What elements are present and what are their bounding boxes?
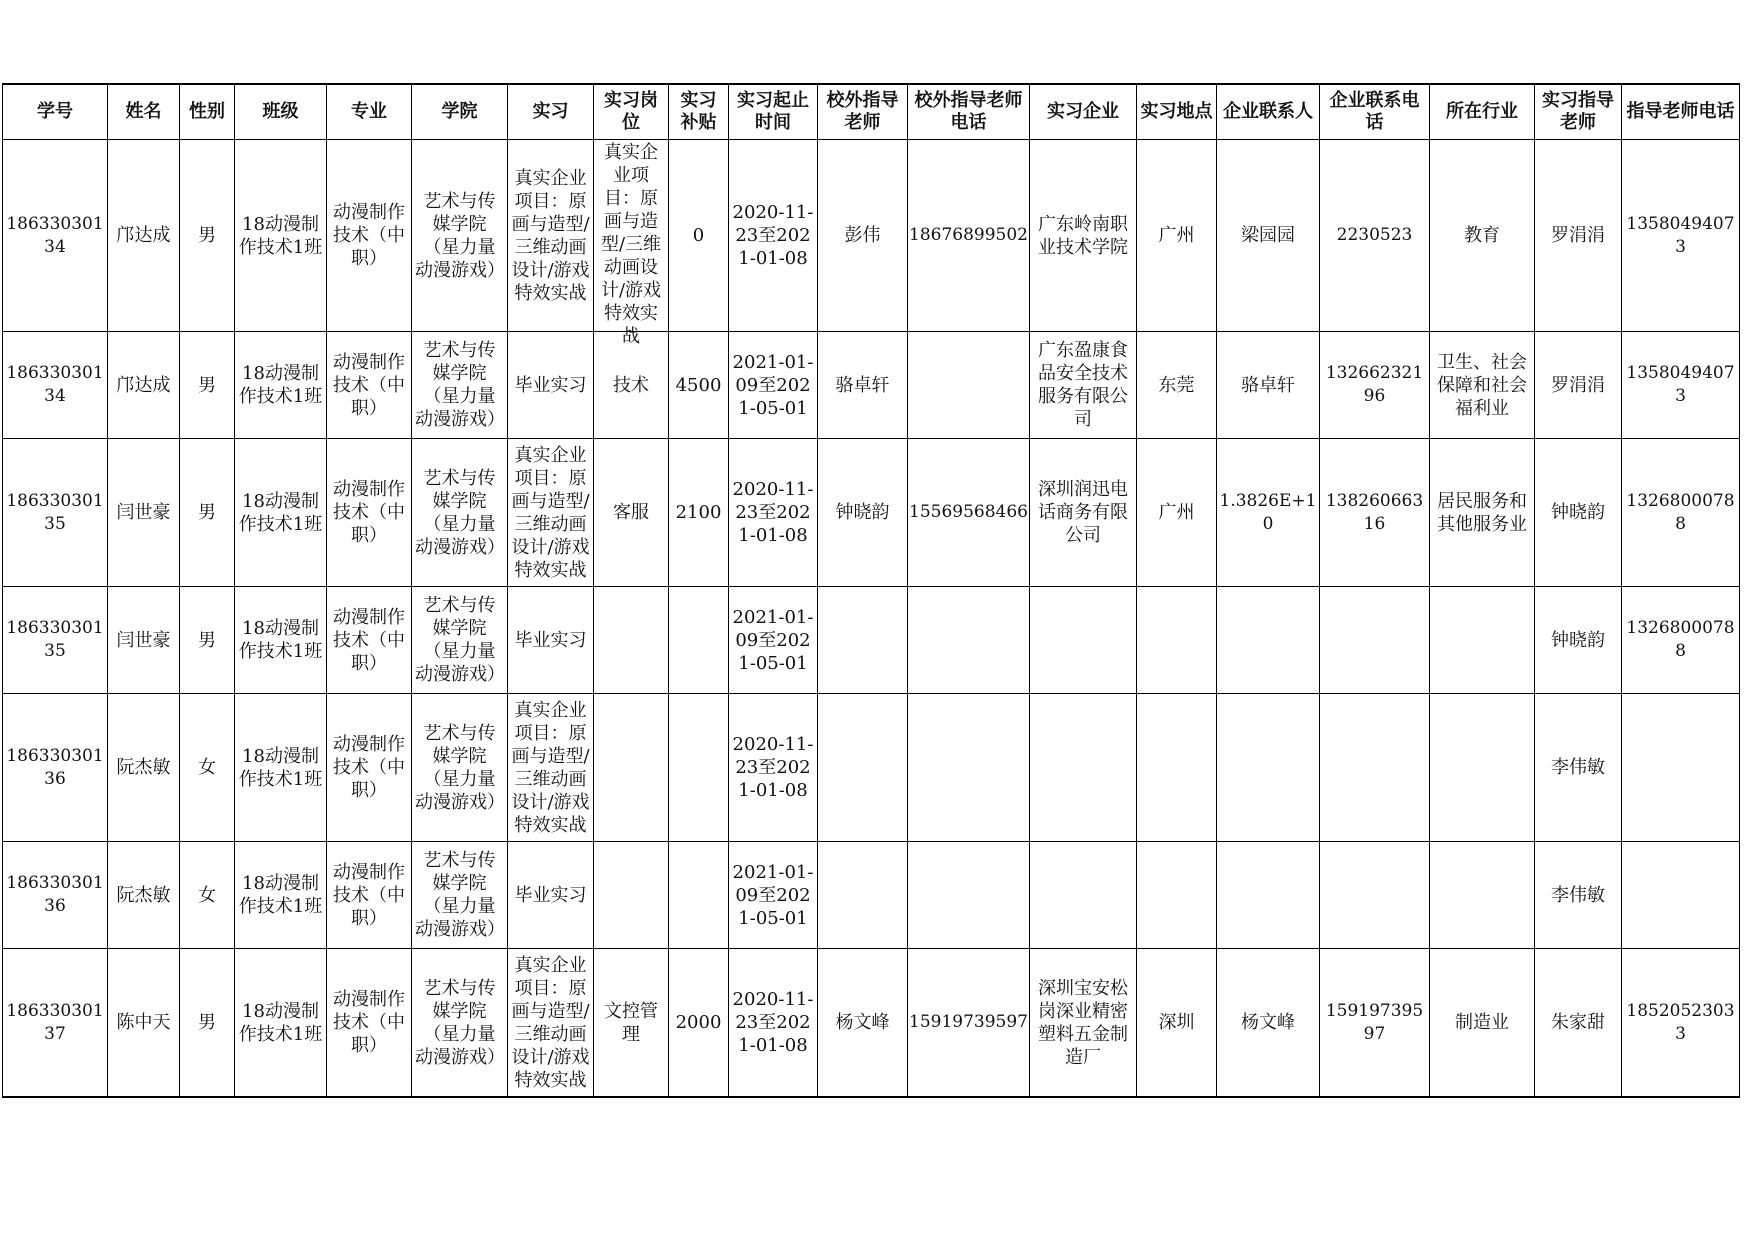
- gender-cell: 女: [180, 842, 235, 949]
- class-cell: [235, 842, 327, 949]
- period-cell: [729, 842, 818, 949]
- company-cell: [1030, 842, 1137, 949]
- company-text: 深圳润迅电话商务有限公司: [1038, 479, 1128, 546]
- major-text: 动漫制作技术（中职）: [333, 479, 405, 546]
- class-cell: [235, 439, 327, 587]
- position-text: 技术: [613, 374, 649, 396]
- college-cell: [412, 949, 508, 1098]
- internship-text: 真实企业项目：原画与造型/三维动画设计/游戏特效实战: [511, 167, 590, 304]
- college-cell: [412, 842, 508, 949]
- industry-cell: [1430, 842, 1535, 949]
- major-cell: [327, 842, 412, 949]
- student-id-cell: 18633030136: [3, 694, 108, 842]
- college-text: 艺术与传媒学院（星力量动漫游戏）: [415, 467, 505, 558]
- location-cell: 东莞: [1137, 332, 1217, 439]
- company-contact-cell: [1217, 587, 1320, 694]
- col-header-college: 学院: [412, 84, 508, 140]
- mentor-cell: 钟晓韵: [1535, 587, 1622, 694]
- college-cell: [412, 587, 508, 694]
- allowance-cell: 4500: [669, 332, 729, 439]
- class-text: 18动漫制作技术1班: [238, 363, 323, 407]
- internship-cell: [508, 694, 594, 842]
- table-row: [3, 439, 1740, 587]
- external-mentor-phone-cell: 18676899502: [908, 140, 1030, 332]
- company-phone-cell: 15919739597: [1320, 949, 1430, 1098]
- col-header-industry: 所在行业: [1430, 84, 1535, 140]
- name-cell: 闫世豪: [108, 439, 180, 587]
- period-text: 2020-11-23至2021-01-08: [732, 734, 814, 801]
- gender-cell: 男: [180, 439, 235, 587]
- industry-cell: [1430, 587, 1535, 694]
- class-text: 18动漫制作技术1班: [238, 745, 323, 790]
- location-cell: 广州: [1137, 439, 1217, 587]
- industry-text: 卫生、社会保障和社会福利业: [1437, 351, 1527, 419]
- gender-cell: 男: [180, 140, 235, 332]
- name-cell: 邝达成: [108, 140, 180, 332]
- company-phone-cell: [1320, 842, 1430, 949]
- period-cell: [729, 140, 818, 332]
- allowance-cell: 0: [669, 140, 729, 332]
- gender-cell: 男: [180, 587, 235, 694]
- student-id-cell: 18633030136: [3, 842, 108, 949]
- external-mentor-phone-cell: [908, 332, 1030, 439]
- name-cell: 阮杰敏: [108, 842, 180, 949]
- mentor-phone-cell: 18520523033: [1622, 949, 1740, 1098]
- period-cell: [729, 949, 818, 1098]
- location-cell: 深圳: [1137, 949, 1217, 1098]
- period-cell: [729, 439, 818, 587]
- table-row: [3, 332, 1740, 439]
- period-text: 2020-11-23至2021-01-08: [732, 989, 814, 1056]
- company-cell: [1030, 140, 1137, 332]
- internship-cell: [508, 587, 594, 694]
- mentor-cell: 罗涓涓: [1535, 332, 1622, 439]
- col-header-company-contact: 企业联系人: [1217, 84, 1320, 140]
- class-text: 18动漫制作技术1班: [238, 1000, 323, 1045]
- company-contact-cell: 1.3826E+10: [1217, 439, 1320, 587]
- major-cell: [327, 587, 412, 694]
- table-row: [3, 949, 1740, 1098]
- company-phone-cell: 13826066316: [1320, 439, 1430, 587]
- major-cell: [327, 694, 412, 842]
- external-mentor-phone-cell: [908, 842, 1030, 949]
- internship-text: 毕业实习: [514, 629, 587, 651]
- external-mentor-cell: [818, 842, 908, 949]
- major-text: 动漫制作技术（中职）: [333, 202, 405, 269]
- col-header-name: 姓名: [108, 84, 180, 140]
- mentor-cell: 罗涓涓: [1535, 140, 1622, 332]
- period-text: 2021-01-09至2021-05-01: [732, 606, 814, 674]
- internship-cell: [508, 332, 594, 439]
- company-cell: [1030, 949, 1137, 1098]
- company-phone-cell: [1320, 587, 1430, 694]
- allowance-cell: [669, 587, 729, 694]
- internship-text: 毕业实习: [514, 884, 587, 906]
- company-cell: [1030, 332, 1137, 439]
- industry-cell: [1430, 694, 1535, 842]
- name-cell: 陈中天: [108, 949, 180, 1098]
- position-text: 文控管理: [604, 1000, 658, 1045]
- gender-cell: 男: [180, 949, 235, 1098]
- major-text: 动漫制作技术（中职）: [333, 606, 405, 674]
- college-text: 艺术与传媒学院（星力量动漫游戏）: [415, 595, 505, 685]
- col-header-location: 实习地点: [1137, 84, 1217, 140]
- col-header-period: 实习起止时间: [729, 84, 818, 140]
- location-cell: 广州: [1137, 140, 1217, 332]
- company-phone-cell: 2230523: [1320, 140, 1430, 332]
- period-text: 2021-01-09至2021-05-01: [732, 351, 814, 419]
- class-cell: [235, 694, 327, 842]
- internship-cell: [508, 439, 594, 587]
- college-text: 艺术与传媒学院（星力量动漫游戏）: [415, 190, 505, 281]
- external-mentor-cell: 杨文峰: [818, 949, 908, 1098]
- industry-text: 教育: [1464, 225, 1500, 246]
- class-text: 18动漫制作技术1班: [238, 490, 323, 535]
- position-cell: [594, 949, 669, 1098]
- company-text: 广东盈康食品安全技术服务有限公司: [1038, 340, 1128, 430]
- company-text: 广东岭南职业技术学院: [1038, 213, 1128, 258]
- gender-cell: 男: [180, 332, 235, 439]
- external-mentor-phone-cell: 15569568466: [908, 439, 1030, 587]
- student-id-cell: 18633030134: [3, 332, 108, 439]
- company-text: 深圳宝安松岗深业精密塑料五金制造厂: [1038, 977, 1128, 1068]
- mentor-phone-cell: 13580494073: [1622, 140, 1740, 332]
- mentor-phone-cell: [1622, 842, 1740, 949]
- class-text: 18动漫制作技术1班: [238, 213, 323, 258]
- gender-cell: 女: [180, 694, 235, 842]
- class-cell: [235, 949, 327, 1098]
- college-text: 艺术与传媒学院（星力量动漫游戏）: [415, 722, 505, 813]
- mentor-cell: 钟晓韵: [1535, 439, 1622, 587]
- location-cell: [1137, 694, 1217, 842]
- college-cell: [412, 439, 508, 587]
- col-header-company: 实习企业: [1030, 84, 1137, 140]
- name-cell: 闫世豪: [108, 587, 180, 694]
- table-row: [3, 140, 1740, 332]
- position-cell: [594, 140, 669, 347]
- industry-text: 居民服务和其他服务业: [1437, 490, 1527, 535]
- industry-cell: [1430, 140, 1535, 332]
- allowance-cell: [669, 842, 729, 949]
- mentor-phone-cell: [1622, 694, 1740, 842]
- mentor-cell: 朱家甜: [1535, 949, 1622, 1098]
- college-cell: [412, 694, 508, 842]
- external-mentor-cell: [818, 694, 908, 842]
- company-contact-cell: 梁园园: [1217, 140, 1320, 332]
- external-mentor-phone-cell: 15919739597: [908, 949, 1030, 1098]
- name-cell: 阮杰敏: [108, 694, 180, 842]
- internship-text: 真实企业项目：原画与造型/三维动画设计/游戏特效实战: [511, 444, 590, 581]
- table-row: [3, 587, 1740, 694]
- col-header-major: 专业: [327, 84, 412, 140]
- industry-cell: [1430, 949, 1535, 1098]
- internship-cell: [508, 140, 594, 332]
- external-mentor-phone-cell: [908, 587, 1030, 694]
- student-id-cell: 18633030137: [3, 949, 108, 1098]
- col-header-company-phone: 企业联系电话: [1320, 84, 1430, 140]
- college-cell: [412, 332, 508, 439]
- allowance-cell: [669, 694, 729, 842]
- col-header-class: 班级: [235, 84, 327, 140]
- major-text: 动漫制作技术（中职）: [333, 351, 405, 419]
- mentor-phone-cell: 13268000788: [1622, 439, 1740, 587]
- external-mentor-cell: [818, 587, 908, 694]
- company-cell: [1030, 439, 1137, 587]
- external-mentor-cell: 彭伟: [818, 140, 908, 332]
- internship-text: 真实企业项目：原画与造型/三维动画设计/游戏特效实战: [511, 954, 590, 1091]
- internship-cell: [508, 842, 594, 949]
- mentor-phone-cell: 13268000788: [1622, 587, 1740, 694]
- industry-cell: [1430, 332, 1535, 439]
- major-cell: [327, 949, 412, 1098]
- class-cell: [235, 587, 327, 694]
- company-phone-cell: [1320, 694, 1430, 842]
- company-contact-cell: [1217, 842, 1320, 949]
- allowance-cell: 2100: [669, 439, 729, 587]
- external-mentor-cell: 骆卓轩: [818, 332, 908, 439]
- college-text: 艺术与传媒学院（星力量动漫游戏）: [415, 977, 505, 1068]
- industry-cell: [1430, 439, 1535, 587]
- company-phone-cell: 13266232196: [1320, 332, 1430, 439]
- position-cell: [594, 842, 669, 949]
- col-header-external-mentor: 校外指导老师: [818, 84, 908, 140]
- student-id-cell: 18633030135: [3, 439, 108, 587]
- location-cell: [1137, 587, 1217, 694]
- internship-table: [2, 83, 1740, 1098]
- college-text: 艺术与传媒学院（星力量动漫游戏）: [415, 340, 505, 430]
- table-row: [3, 694, 1740, 842]
- period-text: 2020-11-23至2021-01-08: [732, 202, 814, 269]
- period-text: 2021-01-09至2021-05-01: [732, 861, 814, 929]
- external-mentor-cell: 钟晓韵: [818, 439, 908, 587]
- major-cell: [327, 439, 412, 587]
- class-text: 18动漫制作技术1班: [238, 873, 323, 917]
- col-header-mentor-phone: 指导老师电话: [1622, 84, 1740, 140]
- industry-text: 制造业: [1455, 1012, 1509, 1033]
- company-contact-cell: 杨文峰: [1217, 949, 1320, 1098]
- header-row: [3, 84, 1740, 140]
- student-id-cell: 18633030134: [3, 140, 108, 332]
- class-cell: [235, 332, 327, 439]
- company-cell: [1030, 587, 1137, 694]
- period-cell: [729, 694, 818, 842]
- table-row: [3, 842, 1740, 949]
- student-id-cell: 18633030135: [3, 587, 108, 694]
- position-text: 真实企业项目：原画与造型/三维动画设计/游戏特效实战: [600, 142, 662, 347]
- major-cell: [327, 332, 412, 439]
- name-cell: 邝达成: [108, 332, 180, 439]
- college-text: 艺术与传媒学院（星力量动漫游戏）: [415, 850, 505, 940]
- period-cell: [729, 332, 818, 439]
- position-cell: [594, 587, 669, 694]
- class-text: 18动漫制作技术1班: [238, 618, 323, 662]
- internship-text: 真实企业项目：原画与造型/三维动画设计/游戏特效实战: [511, 699, 590, 836]
- col-header-mentor: 实习指导老师: [1535, 84, 1622, 140]
- major-cell: [327, 140, 412, 332]
- major-text: 动漫制作技术（中职）: [333, 734, 405, 801]
- col-header-internship: 实习: [508, 84, 594, 140]
- company-cell: [1030, 694, 1137, 842]
- company-contact-cell: [1217, 694, 1320, 842]
- major-text: 动漫制作技术（中职）: [333, 861, 405, 929]
- col-header-allowance: 实习补贴: [669, 84, 729, 140]
- allowance-cell: 2000: [669, 949, 729, 1098]
- mentor-phone-cell: 13580494073: [1622, 332, 1740, 439]
- major-text: 动漫制作技术（中职）: [333, 989, 405, 1056]
- internship-cell: [508, 949, 594, 1098]
- college-cell: [412, 140, 508, 332]
- position-text: 客服: [613, 502, 649, 523]
- period-text: 2020-11-23至2021-01-08: [732, 479, 814, 546]
- mentor-cell: 李伟敏: [1535, 694, 1622, 842]
- position-cell: [594, 439, 669, 587]
- mentor-cell: 李伟敏: [1535, 842, 1622, 949]
- internship-text: 毕业实习: [514, 374, 587, 396]
- location-cell: [1137, 842, 1217, 949]
- col-header-external-mentor-phone: 校外指导老师电话: [908, 84, 1030, 140]
- period-cell: [729, 587, 818, 694]
- position-cell: [594, 694, 669, 842]
- col-header-gender: 性别: [180, 84, 235, 140]
- external-mentor-phone-cell: [908, 694, 1030, 842]
- col-header-student-id: 学号: [3, 84, 108, 140]
- col-header-position: 实习岗位: [594, 84, 669, 140]
- class-cell: [235, 140, 327, 332]
- company-contact-cell: 骆卓轩: [1217, 332, 1320, 439]
